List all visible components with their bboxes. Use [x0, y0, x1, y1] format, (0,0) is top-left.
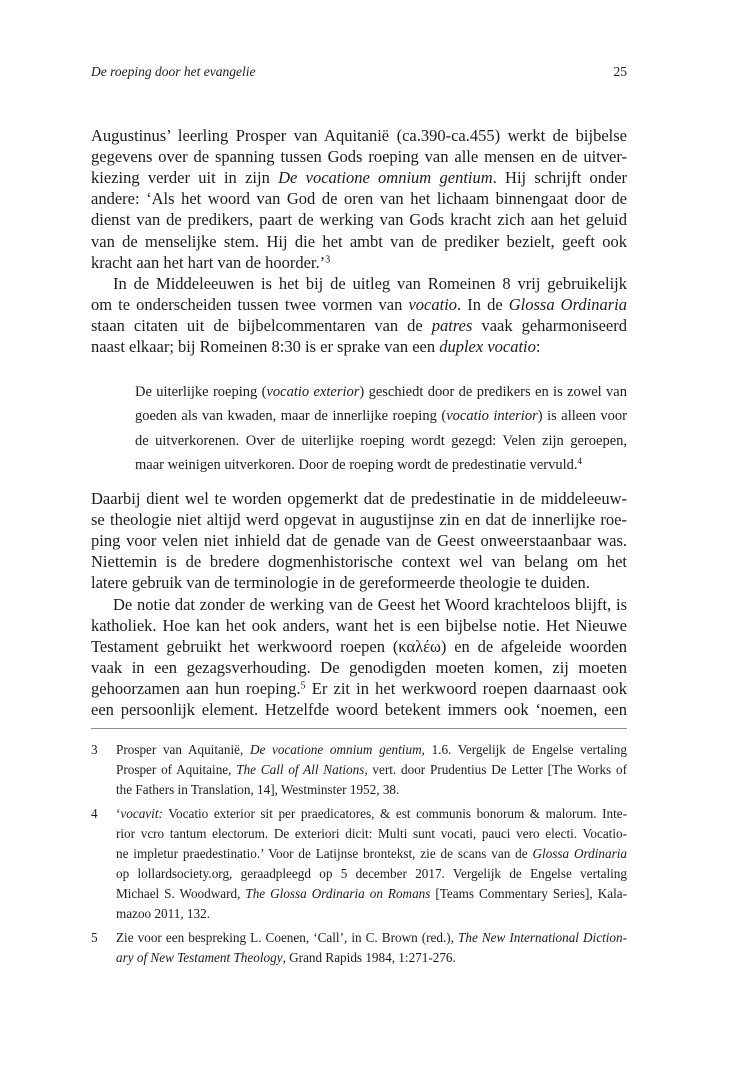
text-run: andere: ‘Als het woord van God de oren van het lichaam binnengaat door de: [91, 189, 627, 209]
body-line: [113, 595, 627, 615]
text-run: naast elkaar; bij Romeinen 8:30 is er sprake van een: [91, 337, 440, 356]
text-run: gehoorzamen aan hun roeping.: [91, 678, 301, 698]
text-run: katholiek. Hoe kan het ook anders, want het is een bijbelse notie. Het Nieuwe: [91, 615, 627, 635]
text-run: een persoonlijk element. Hetzelfde woord betekent immers ook ‘noemen, een: [91, 700, 627, 719]
text-run: ) is alleen voor: [537, 408, 627, 425]
text-run: . In de: [457, 294, 509, 314]
body-line: [91, 679, 627, 699]
text-run: mazoo 2011, 132.: [116, 906, 211, 921]
body-line: [91, 489, 627, 509]
italic-text: patres: [431, 315, 473, 335]
footnote-divider: [91, 728, 627, 729]
body-line: [91, 253, 627, 273]
italic-text: vocatio interior: [446, 408, 538, 425]
footnote-line: [116, 906, 627, 922]
text-run: Vocatio exterior sit per praedicatores, & est communis bonorum & malorum. Inte-: [162, 806, 627, 821]
footnote-ref: 3: [325, 253, 331, 265]
footnote-line: [116, 866, 627, 882]
body-line: [91, 700, 627, 720]
body-line: [91, 126, 627, 146]
text-run: ) geschiedt door de predikers en is zowel van: [359, 384, 627, 400]
body-line: [91, 637, 627, 657]
italic-text: Glossa Ordinaria: [508, 294, 627, 314]
body-line: [91, 168, 627, 188]
body-line: [91, 316, 627, 336]
italic-text: Glossa Ordinaria: [532, 846, 628, 861]
running-title: De roeping door het evangelie: [91, 64, 256, 79]
text-run: In de Middeleeuwen is het bij de uitleg van Romeinen 8 vrij gebruikelijk: [113, 273, 627, 293]
page-number: 25: [613, 64, 627, 79]
text-run: maar weinigen uitverkoren. Door de roeping wordt de predestinatie vervuld.: [135, 457, 578, 474]
text-run: Daarbij dient wel te worden opgemerkt dat de predestinatie in de middeleeuw-: [91, 489, 627, 508]
italic-text: vocavit:: [120, 806, 163, 821]
text-run: kiezing verder uit in zijn: [91, 168, 279, 188]
text-run: De notie dat zonder de werking van de Geest het Woord krachteloos blijft, is: [113, 594, 627, 614]
running-header: [91, 64, 627, 80]
italic-text: vocatio exterior: [266, 384, 360, 400]
body-line: [91, 337, 627, 357]
italic-text: vocatio: [408, 294, 458, 314]
text-run: Zie voor een bespreking L. Coenen, ‘Call’, in C. Brown (red.),: [116, 930, 459, 945]
body-line: [91, 531, 627, 551]
italic-text: ary of New Testament Theology: [116, 950, 283, 965]
text-run: ping voor velen niet inhield dat de genade van de Geest onweerstaanbaar was.: [91, 531, 627, 551]
body-line: [91, 552, 627, 572]
body-line: [113, 274, 627, 294]
footnote-line: [116, 742, 627, 758]
body-line: [91, 658, 627, 678]
text-run: om te onderscheiden tussen twee vormen van: [91, 294, 409, 314]
text-run: Augustinus’ leerling Prosper van Aquitanië (ca.390-ca.455) werkt de bijbelse: [91, 126, 627, 145]
body-line: [91, 232, 627, 252]
text-run: se theologie niet altijd werd opgevat in augustijnse zin en dat de innerlijke roe-: [91, 510, 627, 530]
footnote-number: 3: [91, 742, 98, 757]
footnote-line: [116, 950, 627, 966]
text-run: , Grand Rapids 1984, 1:271-276.: [282, 950, 456, 965]
text-run: the Fathers in Translation, 14], Westminster 1952, 38.: [116, 782, 400, 797]
text-run: ne impletur praedestinatio.’ Voor de Latijnse brontekst, zie de scans van de: [116, 846, 533, 861]
body-line: [91, 189, 627, 209]
text-run: Prosper of Aquitaine,: [116, 762, 237, 777]
body-line: [91, 147, 627, 167]
body-line: [91, 210, 627, 230]
text-run: goeden als van kwaden, maar de innerlijke roeping (: [135, 408, 447, 425]
text-run: de uitverkorenen. Over de uiterlijke roeping wordt gezegd: Velen zijn geroepen,: [135, 432, 627, 449]
footnote-line: [116, 826, 627, 842]
text-run: De uiterlijke roeping (: [135, 384, 267, 400]
footnote-number: 5: [91, 930, 98, 945]
italic-text: De vocatione omnium gentium: [249, 742, 422, 757]
text-run: op lollardsociety.org, geraadpleegd op 5 december 2017. Vergelijk de Engelse vertaling: [116, 866, 627, 881]
italic-text: The New International Diction-: [458, 930, 627, 945]
italic-text: The Call of All Nations: [236, 762, 365, 777]
text-run: van de menselijke stem. Hij die het ambt van de prediker bezielt, geeft ook: [91, 231, 627, 251]
text-run: Er zit in het werkwoord roepen daarnaast ook: [305, 678, 627, 698]
body-line: [91, 295, 627, 315]
text-run: Michael S. Woodward,: [116, 886, 246, 901]
footnote-ref: 5: [300, 680, 306, 692]
body-line: [91, 510, 627, 530]
footnote-number: 4: [91, 806, 98, 821]
text-run: Testament gebruikt het werkwoord roepen (καλέω) en de afgeleide woorden: [91, 636, 627, 656]
italic-text: De vocatione omnium gentium: [278, 168, 493, 188]
footnote-line: [116, 806, 627, 822]
quote-line: [135, 408, 627, 425]
footnote-line: [116, 782, 627, 798]
quote-line: [135, 384, 627, 401]
footnote-line: [116, 762, 627, 778]
quote-line: [135, 433, 627, 450]
italic-text: duplex vocatio: [439, 337, 536, 356]
text-run: latere gebruik van de terminologie in de gereformeerde theologie te duiden.: [91, 573, 590, 593]
text-run: kracht aan het hart van de hoorder.’: [91, 252, 326, 272]
text-run: Prosper van Aquitanië,: [116, 742, 250, 757]
text-run: dienst van de predikers, paart de werking van Gods kracht zich aan het geluid: [91, 210, 627, 230]
text-run: ‘: [116, 806, 121, 821]
footnote-line: [116, 886, 627, 902]
text-run: :: [535, 337, 541, 356]
text-run: gegevens over de spanning tussen Gods roeping van alle mensen en de uitver-: [91, 147, 627, 167]
italic-text: The Glossa Ordinaria on Romans: [245, 886, 431, 901]
text-run: vaak geharmoniseerd: [472, 315, 627, 335]
body-line: [91, 573, 627, 593]
footnote-ref: 4: [577, 456, 583, 467]
footnote-line: [116, 846, 627, 862]
text-run: rior vcro tantum electorum. De exteriori dicit: Multi sunt vocati, pauci vero electi. Vocatio-: [116, 826, 627, 841]
text-run: . Hij schrijft onder: [492, 168, 628, 188]
body-line: [91, 616, 627, 636]
text-run: [Teams Commentary Series], Kala-: [430, 886, 627, 901]
text-run: Niettemin is de bredere dogmenhistorische context wel van belang om het: [91, 552, 627, 572]
text-run: , 1.6. Vergelijk de Engelse vertaling: [421, 742, 627, 757]
text-run: vaak in een gezagsverhouding. De genodigden moeten komen, zij moeten: [91, 657, 627, 677]
footnote-line: [116, 930, 627, 946]
quote-line: [135, 457, 627, 474]
text-run: staan citaten uit de bijbelcommentaren van de: [91, 315, 432, 335]
text-run: , vert. door Prudentius De Letter [The Works of: [364, 762, 627, 777]
